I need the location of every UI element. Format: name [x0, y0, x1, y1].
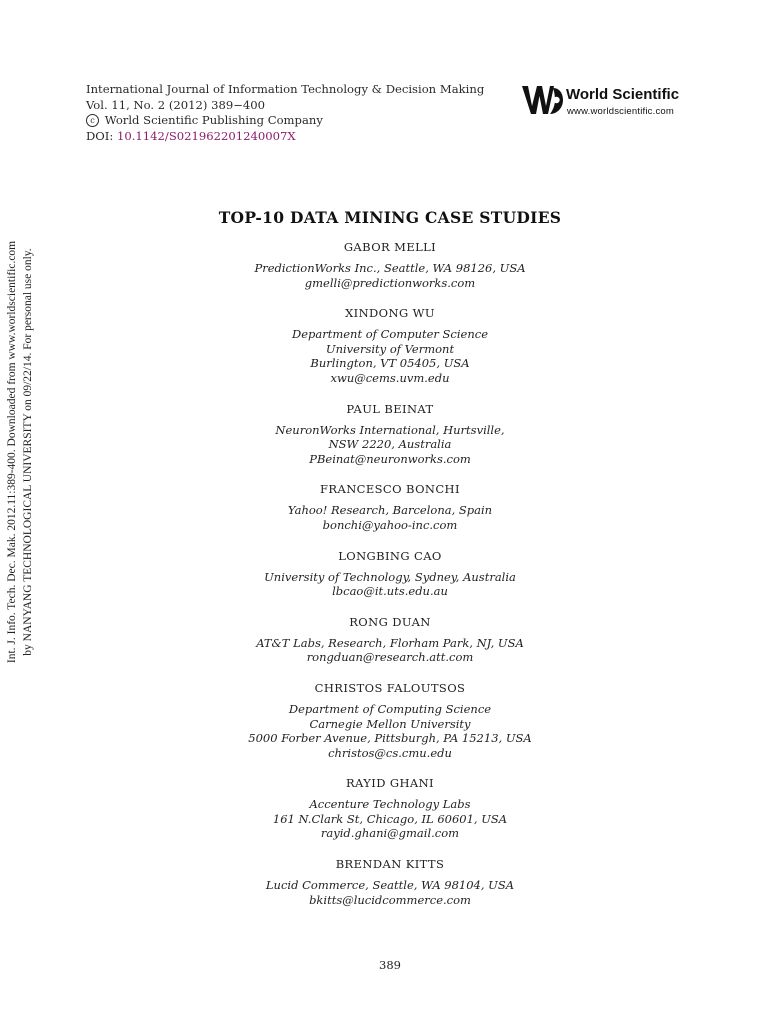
author-email[interactable]: lbcao@it.uts.edu.au	[332, 584, 448, 599]
author-block	[0, 549, 768, 599]
author-affiliation-line: Department of Computer Science	[291, 327, 489, 342]
publisher-url[interactable]: www.worldscientific.com	[567, 106, 675, 117]
volume-info: Vol. 11, No. 2 (2012) 389−400	[86, 97, 266, 112]
author-affiliation-line: Accenture Technology Labs	[309, 797, 471, 812]
author-name: FRANCESCO BONCHI	[320, 482, 460, 497]
author-email[interactable]: christos@cs.cmu.edu	[328, 745, 452, 760]
paper-title: TOP-10 DATA MINING CASE STUDIES	[218, 208, 562, 227]
author-affiliation-line: Carnegie Mellon University	[309, 716, 471, 731]
doi-link[interactable]: 10.1142/S021962201240007X	[116, 128, 296, 143]
author-affiliation-line: 5000 Forber Avenue, Pittsburgh, PA 15213, USA	[248, 731, 532, 746]
author-email[interactable]: PBeinat@neuronworks.com	[309, 451, 471, 466]
author-affiliation-line: AT&T Labs, Research, Florham Park, NJ, USA	[256, 635, 524, 650]
copyright-icon: c	[86, 114, 99, 127]
author-block	[0, 402, 768, 467]
doi-line	[86, 129, 484, 145]
author-list	[0, 240, 768, 923]
author-name: PAUL BEINAT	[346, 401, 434, 416]
doi-label: DOI:	[86, 128, 114, 143]
author-affiliation-line: Burlington, VT 05405, USA	[310, 356, 470, 371]
download-notice-line-1: Int. J. Info. Tech. Dec. Mak. 2012.11:389-400. Downloaded from www.worldscientific.com	[6, 240, 18, 664]
world-scientific-logo-icon	[520, 82, 564, 118]
author-name: LONGBING CAO	[338, 548, 442, 563]
author-affiliation-line: Yahoo! Research, Barcelona, Spain	[287, 503, 493, 518]
author-affiliation-line: NeuronWorks International, Hurtsville,	[275, 422, 505, 437]
author-affiliation-line: University of Vermont	[325, 341, 455, 356]
download-notice-line-2: by NANYANG TECHNOLOGICAL UNIVERSITY on 09/22/14. For personal use only.	[22, 248, 34, 656]
author-block	[0, 681, 768, 760]
author-affiliation-line: 161 N.Clark St, Chicago, IL 60601, USA	[272, 811, 508, 826]
page-number: 389	[379, 958, 401, 972]
author-name: GABOR MELLI	[343, 240, 437, 254]
author-affiliation-line: PredictionWorks Inc., Seattle, WA 98126, USA	[254, 261, 526, 275]
author-block	[0, 776, 768, 841]
author-email[interactable]: rayid.ghani@gmail.com	[320, 826, 460, 841]
author-block	[0, 306, 768, 385]
journal-header	[86, 82, 484, 144]
author-email[interactable]: bkitts@lucidcommerce.com	[309, 892, 471, 907]
journal-name: International Journal of Information Technology & Decision Making	[86, 82, 485, 96]
author-name: RAYID GHANI	[345, 776, 435, 791]
author-name: XINDONG WU	[345, 306, 435, 321]
publisher-logo[interactable]	[520, 82, 692, 122]
author-affiliation-line: Department of Computing Science	[288, 701, 492, 716]
author-name: CHRISTOS FALOUTSOS	[314, 680, 466, 695]
author-affiliation-line: Lucid Commerce, Seattle, WA 98104, USA	[265, 878, 515, 893]
author-email[interactable]: xwu@cems.uvm.edu	[330, 370, 450, 385]
author-affiliation-line: University of Technology, Sydney, Australia	[264, 569, 516, 584]
author-email[interactable]: gmelli@predictionworks.com	[304, 275, 476, 290]
author-email[interactable]: rongduan@research.att.com	[306, 650, 474, 665]
copyright-text: World Scientific Publishing Company	[104, 113, 323, 127]
author-block	[0, 482, 768, 532]
copyright-line	[86, 113, 484, 129]
author-block	[0, 857, 768, 907]
author-name: BRENDAN KITTS	[335, 857, 445, 872]
author-name: RONG DUAN	[349, 614, 431, 629]
author-block	[0, 615, 768, 665]
publisher-name: World Scientific	[566, 86, 680, 103]
author-block	[0, 240, 768, 290]
author-affiliation-line: NSW 2220, Australia	[328, 437, 452, 452]
author-email[interactable]: bonchi@yahoo-inc.com	[322, 517, 458, 532]
